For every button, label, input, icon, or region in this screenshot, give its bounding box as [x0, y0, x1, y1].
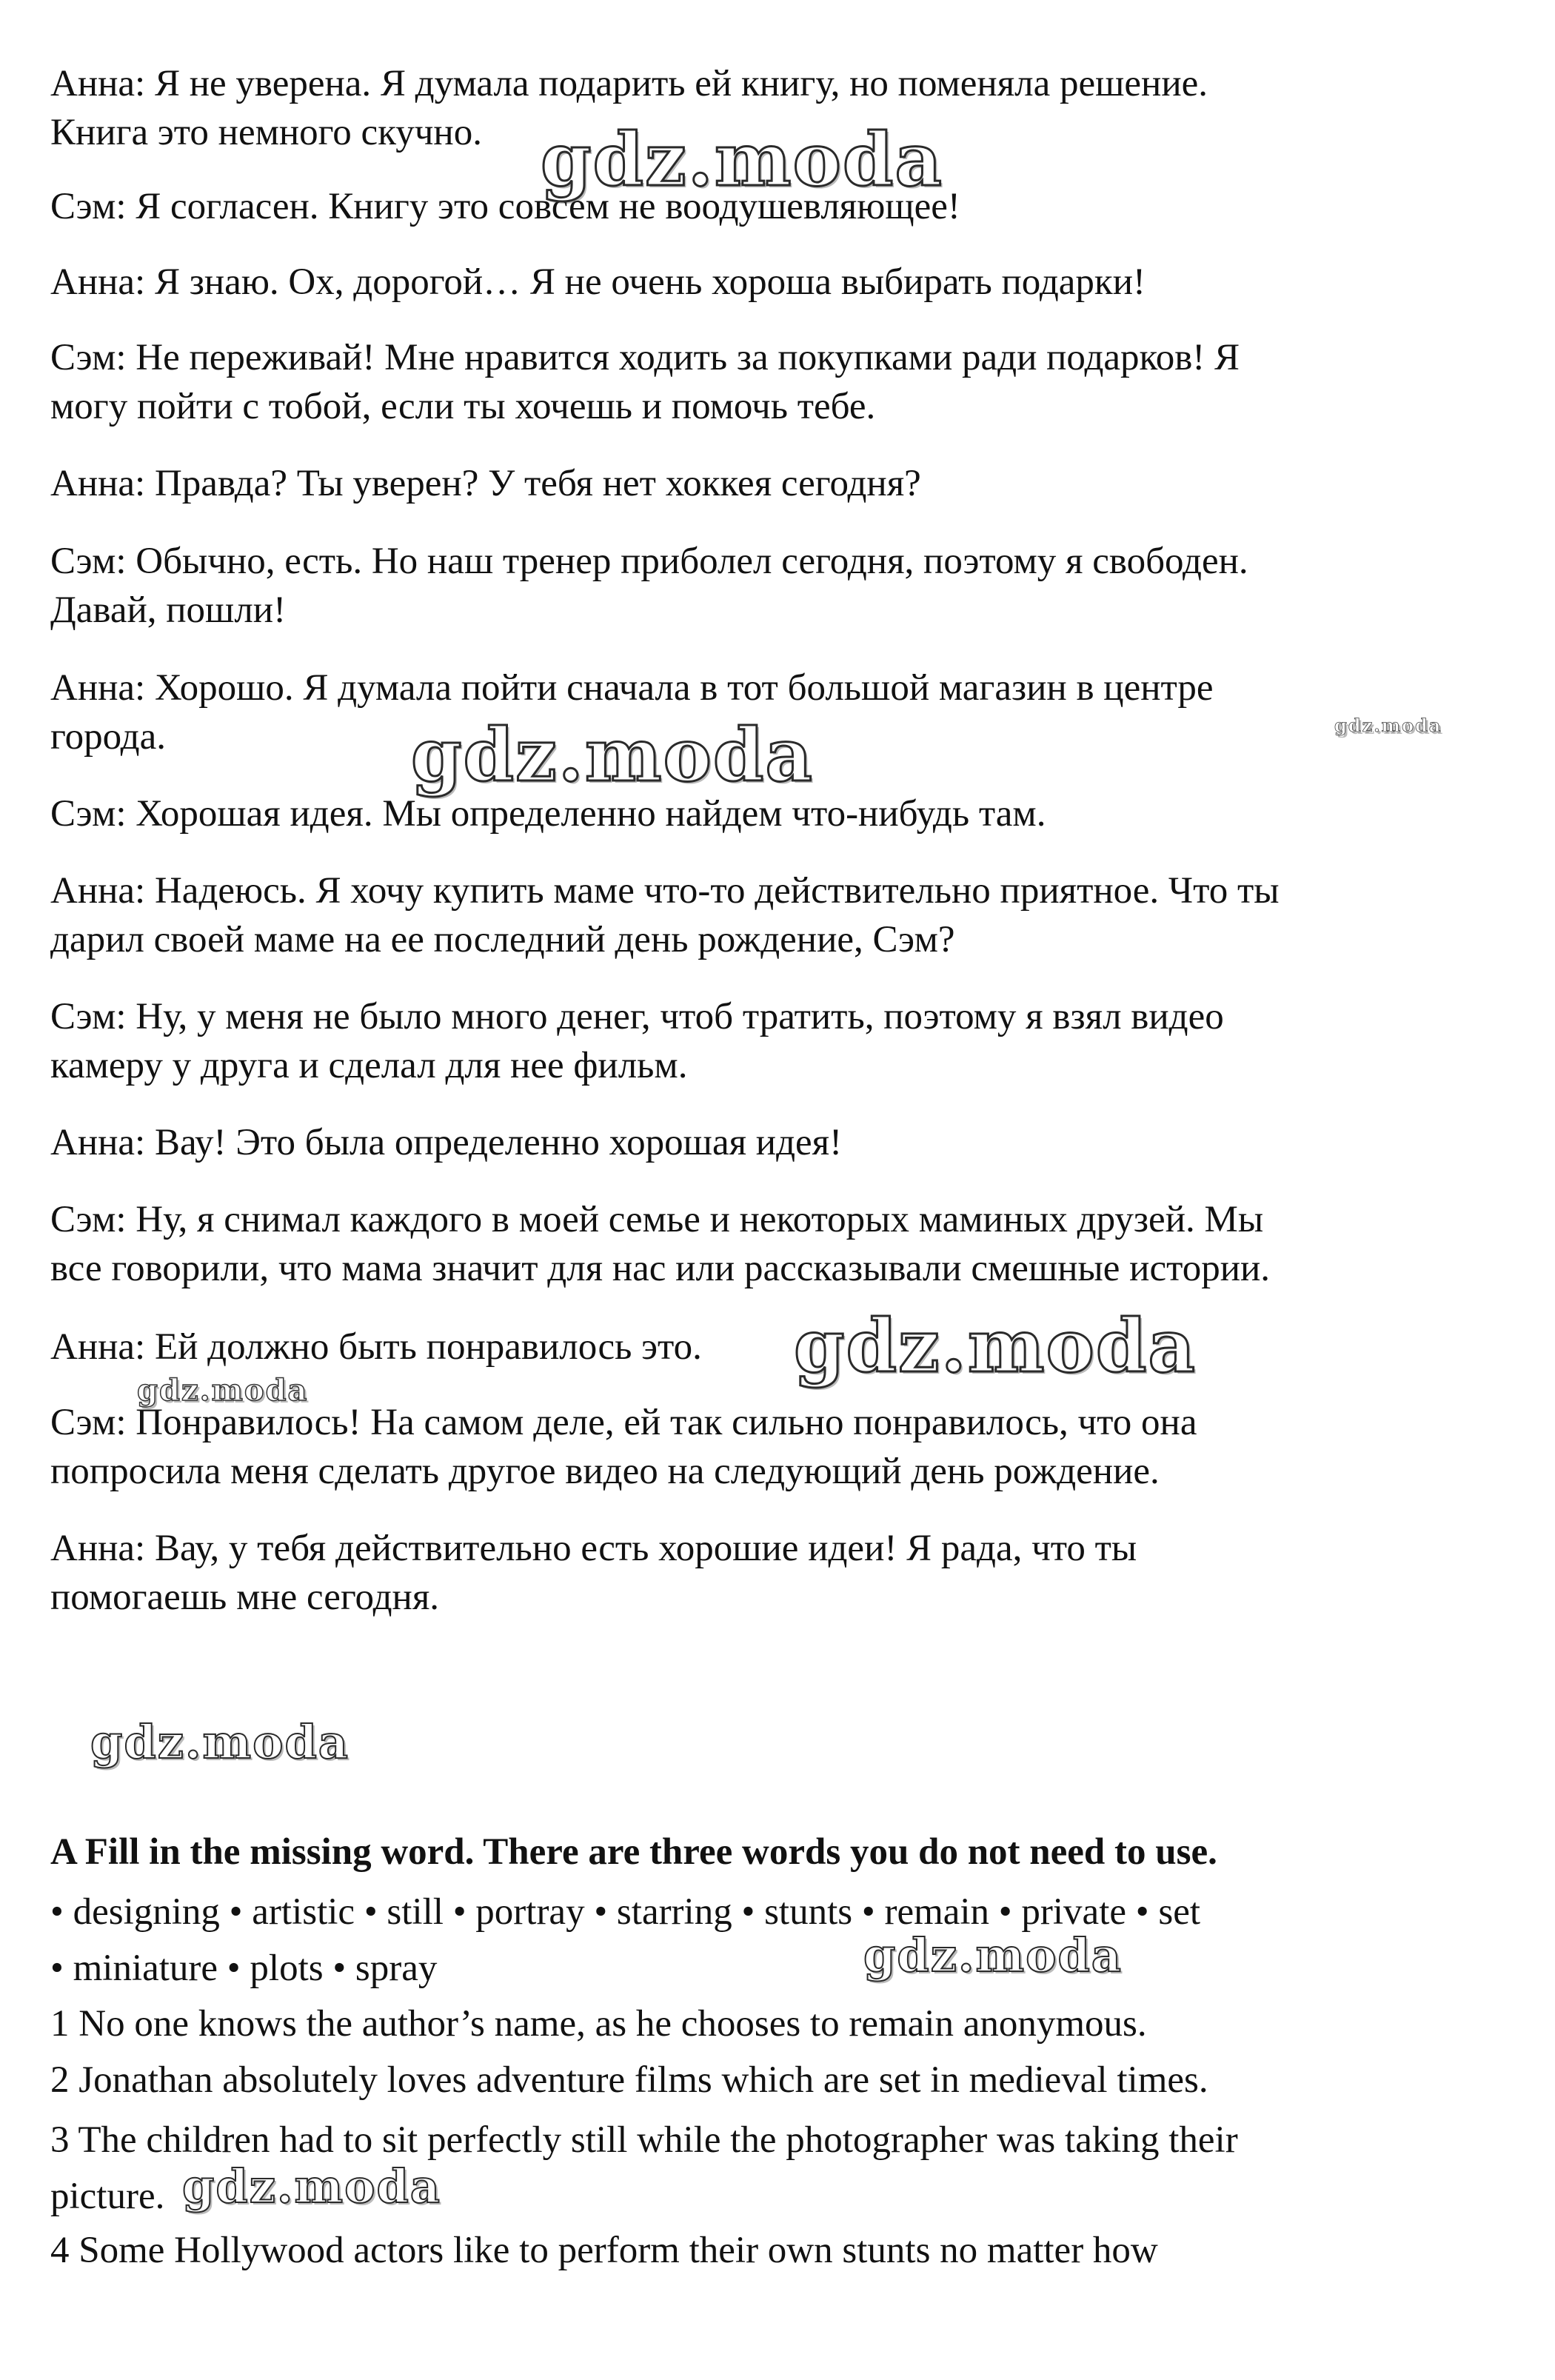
dialogue-paragraph — [50, 866, 1524, 964]
text-line: Анна: Хорошо. Я думала пойти сначала в тот большой магазин в центре — [50, 667, 1214, 709]
text-line: Сэм: Я согласен. Книгу это совсем не воодушевляющее! — [50, 186, 960, 227]
text-line: 2 Jonathan absolutely loves adventure films which are set in medieval times. — [50, 2059, 1208, 2101]
text-line: дарил своей маме на ее последний день рождение, Сэм? — [50, 919, 955, 960]
text-line: города. — [50, 716, 167, 758]
dialogue-paragraph — [50, 1118, 1524, 1167]
text-line: Сэм: Хорошая идея. Мы определенно найдем что-нибудь там. — [50, 793, 1046, 835]
dialogue-paragraph — [50, 459, 1524, 508]
watermark-logo: gdz.moda — [90, 1715, 350, 1769]
text-line: Анна: Я знаю. Ох, дорогой… Я не очень хороша выбирать подарки! — [50, 261, 1146, 303]
exercise-heading — [50, 1828, 1524, 1876]
dialogue-paragraph — [50, 1195, 1524, 1293]
text-line: Анна: Вау! Это была определенно хорошая идея! — [50, 1122, 843, 1163]
text-line: попросила меня сделать другое видео на следующий день рождение. — [50, 1451, 1160, 1492]
text-line: Анна: Я не уверена. Я думала подарить ей книгу, но поменяла решение. — [50, 63, 1208, 104]
text-line: Анна: Надеюсь. Я хочу купить маме что-то действительно приятное. Что ты — [50, 870, 1280, 912]
text-line: Сэм: Обычно, есть. Но наш тренер приболел сегодня, поэтому я свободен. — [50, 541, 1248, 582]
text-line: Анна: Ей должно быть понравилось это. — [50, 1326, 702, 1368]
exercise-item — [50, 2226, 1524, 2275]
exercise-item — [50, 2056, 1524, 2105]
dialogue-paragraph — [50, 333, 1524, 431]
text-line: 4 Some Hollywood actors like to perform their own stunts no matter how — [50, 2230, 1158, 2271]
watermark-logo: gdz.moda — [541, 118, 943, 203]
text-line: Сэм: Ну, у меня не было много денег, чтоб тратить, поэтому я взял видео — [50, 996, 1224, 1037]
text-line: Сэм: Не переживай! Мне нравится ходить за покупками ради подарков! Я — [50, 337, 1240, 378]
text-line: Сэм: Ну, я снимал каждого в моей семье и некоторых маминых друзей. Мы — [50, 1199, 1264, 1240]
exercise-item — [50, 1999, 1524, 2048]
text-line: камеру у друга и сделал для нее фильм. — [50, 1045, 688, 1086]
text-line: 1 No one knows the author’s name, as he chooses to remain anonymous. — [50, 2003, 1147, 2045]
text-line: Анна: Правда? Ты уверен? У тебя нет хоккея сегодня? — [50, 463, 921, 504]
dialogue-paragraph — [50, 258, 1524, 307]
word-bank-line: • designing • artistic • still • portray • starring • stunts • remain • private • set — [50, 1891, 1201, 1933]
watermark-logo: gdz.moda — [1334, 715, 1442, 736]
watermark-logo: gdz.moda — [137, 1373, 309, 1408]
text-line: помогаешь мне сегодня. — [50, 1577, 440, 1618]
word-bank — [50, 1884, 1524, 1996]
text-line: Давай, пошли! — [50, 589, 287, 631]
watermark-logo: gdz.moda — [863, 1928, 1123, 1982]
text-line: Анна: Вау, у тебя действительно есть хорошие идеи! Я рада, что ты — [50, 1528, 1137, 1569]
text-line: все говорили, что мама значит для нас или рассказывали смешные истории. — [50, 1248, 1271, 1289]
text-line: picture. — [50, 2176, 165, 2217]
dialogue-paragraph — [50, 1398, 1524, 1496]
dialogue-paragraph — [50, 1323, 1524, 1371]
heading-line: A Fill in the missing word. There are three words you do not need to use. — [50, 1831, 1217, 1873]
watermark-logo: gdz.moda — [794, 1304, 1197, 1389]
dialogue-paragraph — [50, 1524, 1524, 1622]
text-line: 3 The children had to sit perfectly still while the photographer was taking their — [50, 2119, 1238, 2161]
text-line: могу пойти с тобой, если ты хочешь и помочь тебе. — [50, 386, 876, 427]
watermark-logo: gdz.moda — [182, 2159, 441, 2213]
text-line: Книга это немного скучно. — [50, 112, 482, 153]
text-line: Сэм: Понравилось! На самом деле, ей так сильно понравилось, что она — [50, 1402, 1197, 1443]
watermark-logo: gdz.moda — [411, 713, 814, 798]
word-bank-line: • miniature • plots • spray — [50, 1948, 438, 1989]
dialogue-paragraph — [50, 537, 1524, 635]
dialogue-paragraph — [50, 992, 1524, 1090]
